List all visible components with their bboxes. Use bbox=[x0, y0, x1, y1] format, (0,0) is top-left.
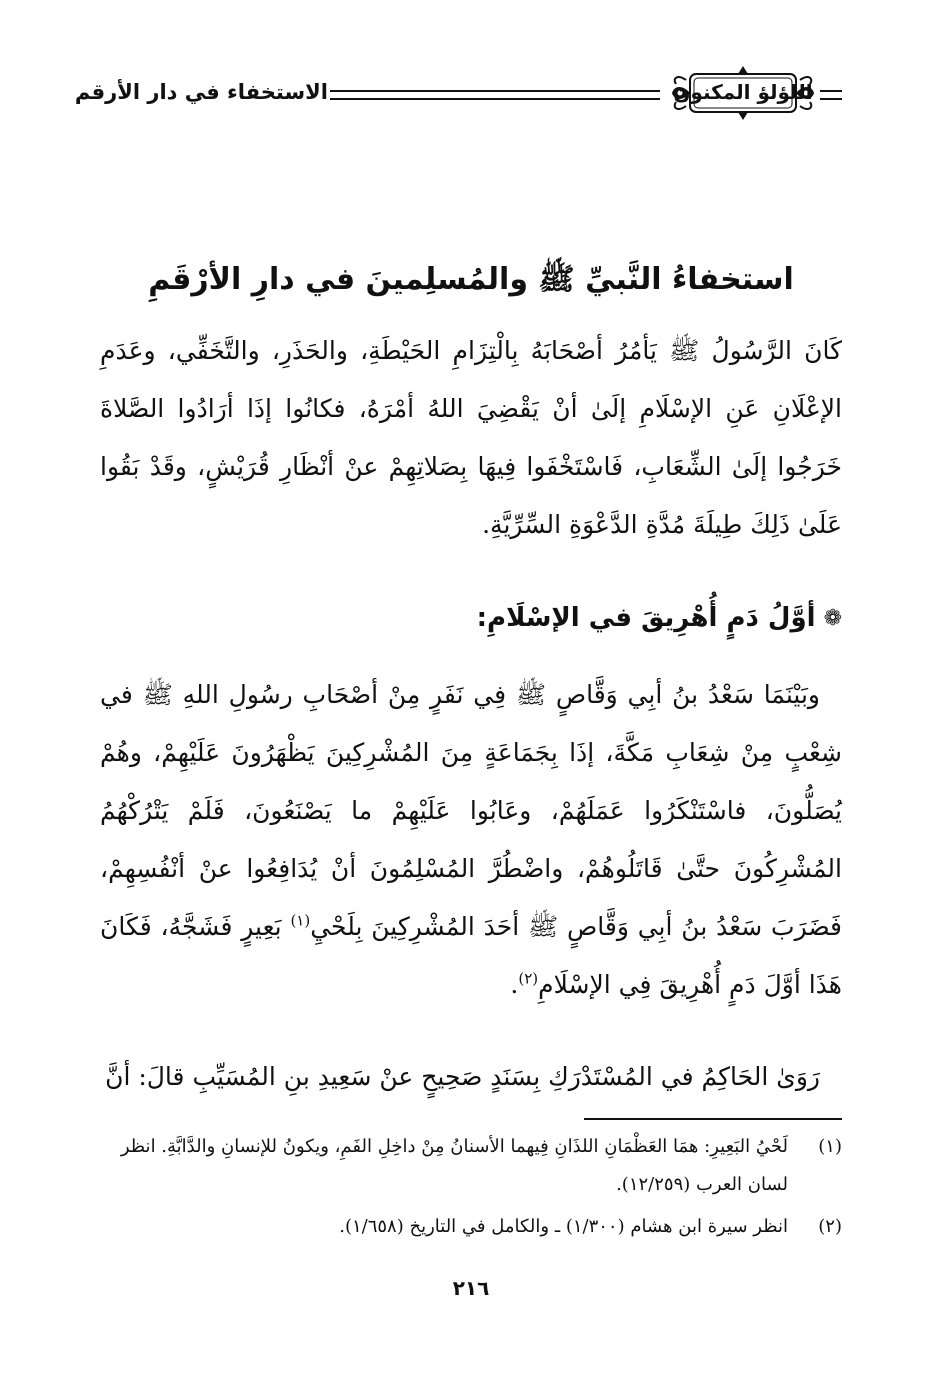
footnote-text: لَحْيُ البَعِيرِ: همَا العَظْمَانِ اللذَانِ فِيهما الأسنانُ مِنْ داخِلِ الفَمِ، ويكونُ للإنسانِ والدَّابَّةِ. انظر لسان العرب (١٢/٢٥٩). bbox=[120, 1136, 788, 1195]
section-title: الاستخفاء في دار الأرقم bbox=[74, 80, 328, 104]
closing-paragraph: رَوَىٰ الحَاكِمُ في المُسْتَدْرَكِ بِسَنَدٍ صَحِيحٍ عنْ سَعِيدِ بنِ المُسَيِّبِ قالَ: أنَّ bbox=[105, 1062, 820, 1091]
flower-ornament-icon: ❁ bbox=[823, 605, 842, 631]
story-paragraph bbox=[100, 666, 842, 1014]
footnote-separator bbox=[584, 1118, 842, 1120]
footnote-marker-1[interactable]: (١) bbox=[290, 911, 311, 930]
footnotes bbox=[100, 1128, 842, 1250]
footnote-number: (٢) bbox=[818, 1216, 842, 1237]
header-rule-left bbox=[330, 90, 660, 100]
chapter-title: استخفاءُ النَّبيِّ ﷺ والمُسلِمينَ في دارِ الأرْقَمِ bbox=[148, 262, 794, 297]
story-text-part-2: بَعِيرٍ فَشَجَّهُ، فَكَانَ هَذَا أوَّلَ دَمٍ أُهْرِيقَ فِي الإسْلَامِ bbox=[100, 912, 842, 999]
subheading-text: أوَّلُ دَمٍ أُهْرِيقَ في الإسْلَامِ: bbox=[476, 603, 816, 633]
footnote-text: انظر سيرة ابن هشام (١/٣٠٠) ـ والكامل في التاريخ (١/٦٥٨). bbox=[339, 1216, 788, 1237]
footnote-1 bbox=[100, 1128, 842, 1204]
story-text-end: . bbox=[510, 970, 519, 999]
footnote-2 bbox=[100, 1208, 842, 1246]
story-text-part-1: وبَيْنَمَا سَعْدُ بنُ أبِي وَقَّاصٍ ﷺ فِي نَفَرٍ مِنْ أصْحَابِ رسُولِ اللهِ ﷺ في شِعْبٍ مِنْ شِعَابِ مَكَّةَ، إذَا بِجَمَاعَةٍ مِنَ المُشْرِكِينَ يَظْهَرُونَ عَلَيْهِمْ، وهُمْ يُصَلُّونَ، فاسْتَنْكَرُوا عَمَلَهُمْ، وعَابُوا عَلَيْهِمْ ما يَصْنَعُونَ، فَلَمْ يَتْرُكْهُمُ المُشْرِكُونَ حتَّىٰ قَاتَلُوهُمْ، واضْطُرَّ المُسْلِمُونَ أنْ يُدَافِعُوا عنْ أنْفُسِهِمْ، فَضَرَبَ سَعْدُ بنُ أبِي وَقَّاصٍ ﷺ أحَدَ المُشْرِكِينَ بِلَحْيِ bbox=[100, 680, 843, 941]
subheading bbox=[100, 590, 842, 647]
book-title: اللؤلؤ المكنون bbox=[673, 80, 813, 104]
header-rule-right bbox=[820, 90, 842, 100]
intro-paragraph: كَانَ الرَّسُولُ ﷺ يَأمُرُ أصْحَابَهُ بِالْتِزَامِ الحَيْطَةِ، والحَذَرِ، والتَّخَفِّي، وعَدَمِ الإعْلَانِ عَنِ الإسْلَامِ إلَىٰ أنْ يَقْضِيَ اللهُ أمْرَهُ، فكانُوا إذَا أرَادُوا الصَّلاةَ خَرَجُوا إلَىٰ الشِّعَابِ، فَاسْتَخْفَوا فِيهَا بِصَلاتِهِمْ عنْ أنْظَارِ قُرَيْشٍ، وقَدْ بَقُوا عَلَىٰ ذَلِكَ طِيلَةَ مُدَّةِ الدَّعْوَةِ السِّرِّيَّةِ. bbox=[100, 336, 842, 539]
book-title-frame bbox=[668, 62, 818, 124]
running-header bbox=[74, 62, 842, 126]
footnote-number: (١) bbox=[818, 1136, 842, 1157]
page-number: ٢١٦ bbox=[452, 1276, 490, 1300]
footnote-marker-2[interactable]: (٢) bbox=[518, 969, 539, 988]
